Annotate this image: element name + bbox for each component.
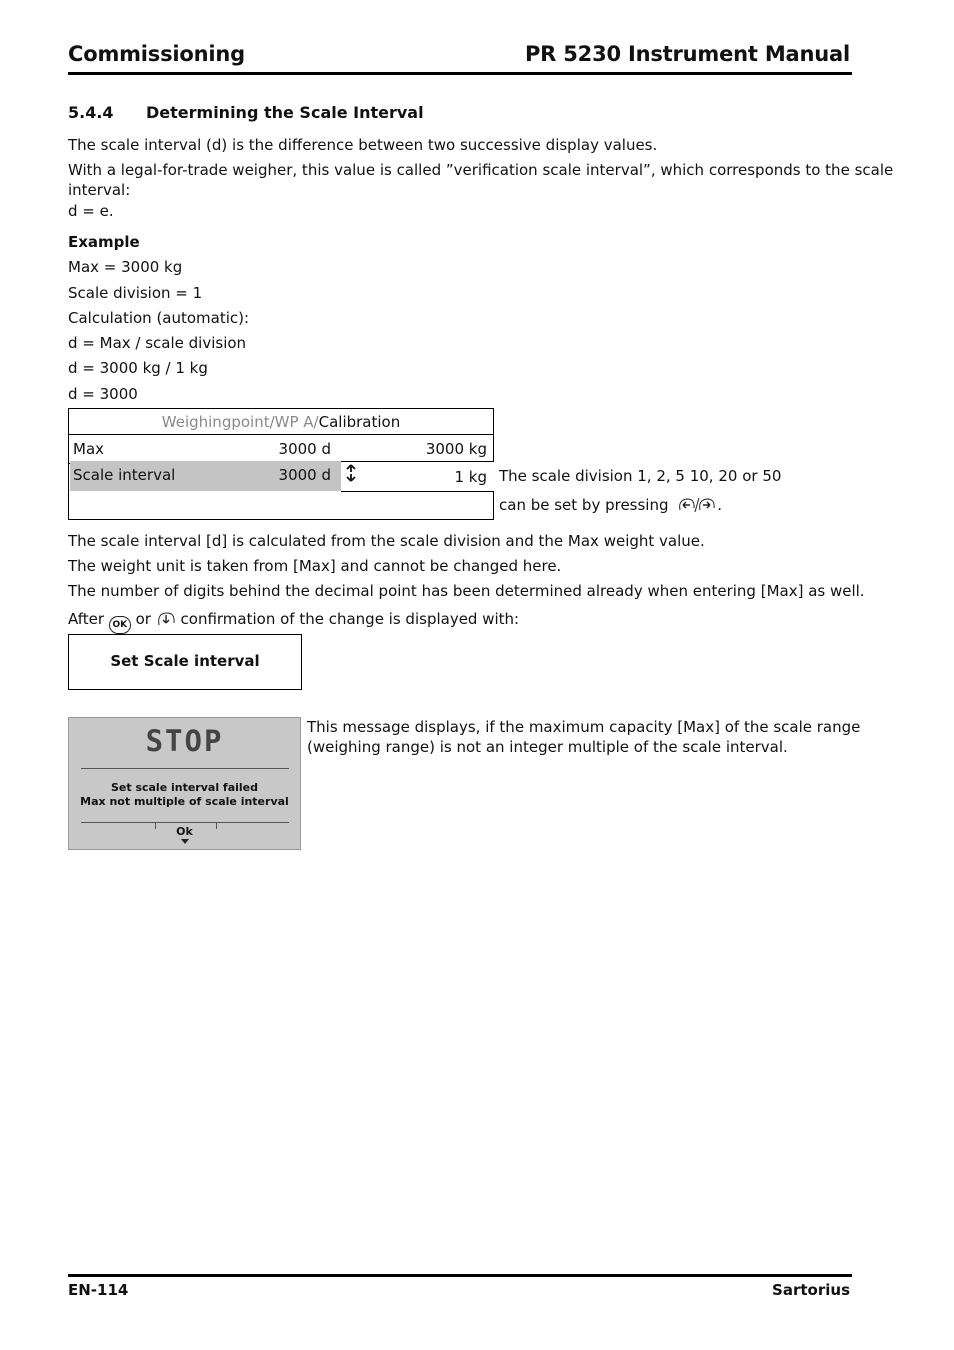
example-line: d = 3000 kg / 1 kg <box>68 359 208 377</box>
header-rule <box>68 72 852 75</box>
after-paragraph-3: The number of digits behind the decimal point has been determined already when entering [Max] as well. <box>68 582 865 600</box>
ok-key-icon: OK <box>109 616 131 634</box>
row-value: 3000 d <box>278 466 331 484</box>
breadcrumb-current: Calibration <box>318 413 401 431</box>
after-paragraph-1: The scale interval [d] is calculated from the scale division and the Max weight value. <box>68 532 705 550</box>
stop-description-2: (weighing range) is not an integer multiple of the scale interval. <box>307 738 788 756</box>
stop-message-2: Max not multiple of scale interval <box>80 795 289 808</box>
footer-rule <box>68 1274 852 1277</box>
example-line: Calculation (automatic): <box>68 309 250 327</box>
example-line: d = Max / scale division <box>68 334 247 352</box>
text-confirmation: confirmation of the change is displayed with: <box>180 610 520 628</box>
section-title: Determining the Scale Interval <box>146 103 424 122</box>
example-line: d = 3000 <box>68 385 138 403</box>
stop-message-1: Set scale interval failed <box>110 781 259 794</box>
down-triangle-icon <box>181 839 189 844</box>
after-paragraph-4 <box>68 609 519 634</box>
section-number: 5.4.4 <box>68 103 114 122</box>
up-down-arrows-icon <box>345 464 357 484</box>
divider <box>81 822 289 823</box>
calibration-screen <box>68 408 494 520</box>
row-unit-value: 3000 kg <box>425 440 487 458</box>
stop-error-screen <box>68 717 301 850</box>
example-line: Scale division = 1 <box>68 284 203 302</box>
stop-description-1: This message displays, if the maximum capacity [Max] of the scale range <box>307 718 861 736</box>
scale-division-note-1: The scale division 1, 2, 5 10, 20 or 50 <box>499 467 782 485</box>
header-manual-title: PR 5230 Instrument Manual <box>524 42 850 66</box>
intro-paragraph-2a: With a legal-for-trade weigher, this value is called ”verification scale interval”, which corresponds to the scale <box>68 161 894 179</box>
intro-paragraph-2b: interval: <box>68 181 131 199</box>
header-section-title: Commissioning <box>68 42 245 66</box>
row-label: Scale interval <box>73 466 176 484</box>
calibration-breadcrumb <box>69 409 493 435</box>
page-number: EN-114 <box>68 1281 129 1299</box>
intro-paragraph-2c: d = e. <box>68 202 114 220</box>
text-after: After <box>68 610 105 628</box>
calibration-row-max[interactable] <box>69 435 493 464</box>
ok-softkey-button[interactable]: Ok <box>176 825 193 838</box>
left-arrow-key-icon <box>677 496 717 519</box>
example-heading: Example <box>68 233 140 251</box>
breadcrumb-path: Weighingpoint/WP A/ <box>161 413 319 431</box>
intro-paragraph-1: The scale interval (d) is the difference between two successive display values. <box>68 136 658 154</box>
row-label: Max <box>73 440 105 458</box>
company-name: Sartorius <box>772 1281 850 1299</box>
row-unit-value: 1 kg <box>454 468 487 486</box>
after-paragraph-2: The weight unit is taken from [Max] and cannot be changed here. <box>68 557 562 575</box>
scale-division-note-2 <box>499 495 722 519</box>
calibration-row-scale-interval[interactable] <box>69 461 493 490</box>
note-period: . <box>717 496 723 514</box>
set-scale-interval-message: Set Scale interval <box>68 634 302 690</box>
stop-title: STOP <box>145 724 224 758</box>
divider <box>81 768 289 769</box>
row-value: 3000 d <box>278 440 331 458</box>
example-line: Max = 3000 kg <box>68 258 183 276</box>
note-text: can be set by pressing <box>499 496 669 514</box>
text-or: or <box>135 610 151 628</box>
enter-key-icon <box>156 610 176 633</box>
